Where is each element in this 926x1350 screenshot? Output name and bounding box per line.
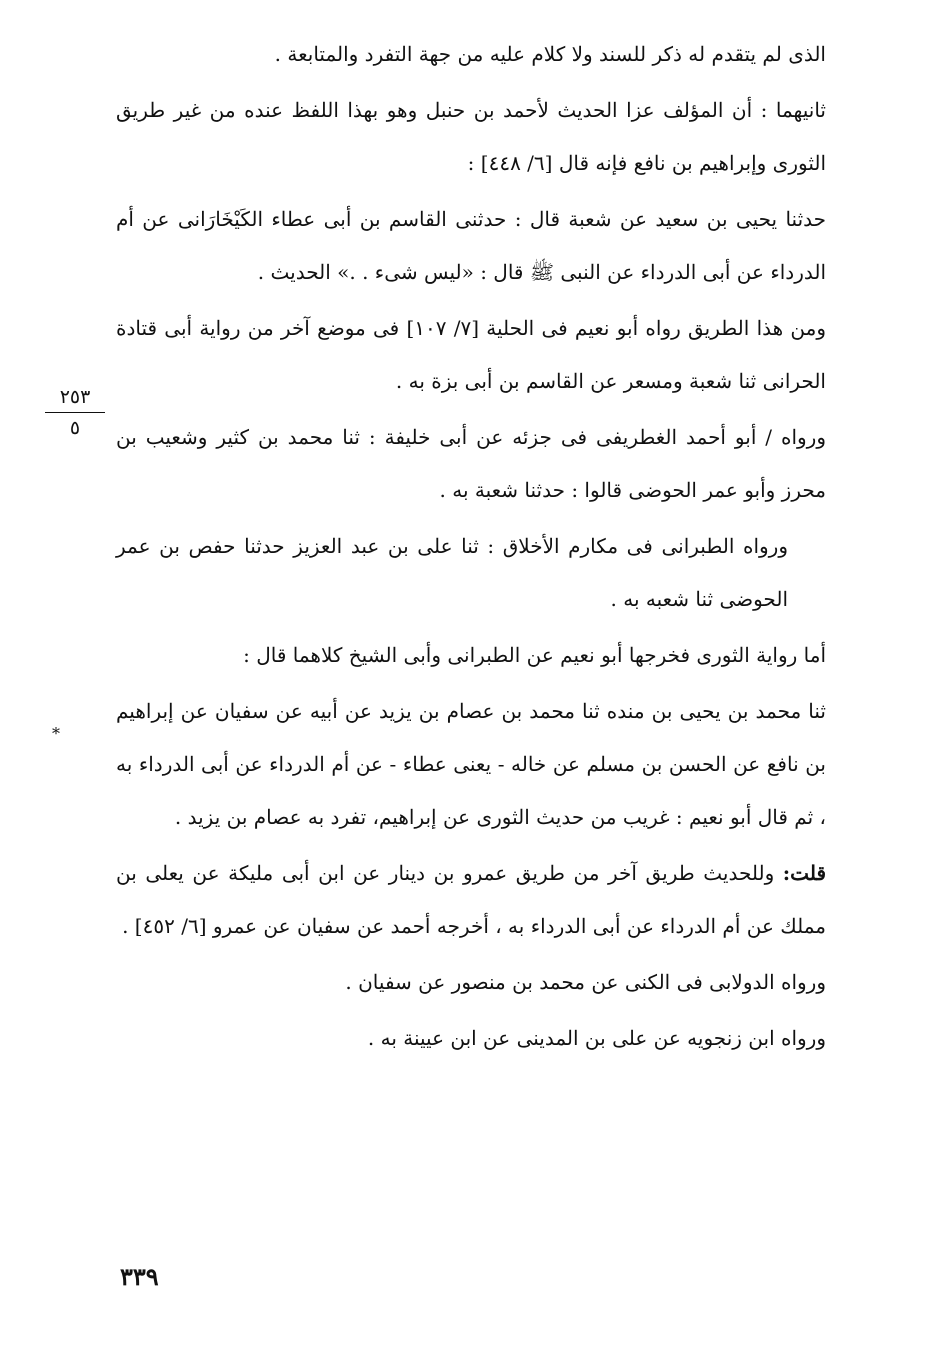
paragraph-9-text: وللحديث طريق آخر من طريق عمرو بن دينار عن ابن أبى مليكة عن يعلى بن مملك عن أم الدرداء عن أبى الدرداء به ، أخرجه أحمد عن سفيان عن عمرو [٦/ ٤٥٢] .: [116, 861, 826, 938]
page-number: ٣٣٩: [120, 1262, 159, 1291]
margin-reference: [40, 382, 110, 443]
paragraph-5: ورواه / أبو أحمد الغطريفى فى جزئه عن أبى خليفة : ثنا محمد بن كثير وشعيب بن محرز وأبو عمر الحوضى قالوا : حدثنا شعبة به .: [116, 425, 826, 502]
margin-reference-bottom: ٥: [69, 417, 81, 439]
qult-label: قلت:: [782, 861, 826, 885]
margin-reference-top: ٢٥٣: [59, 386, 91, 408]
paragraph-1: الذى لم يتقدم له ذكر للسند ولا كلام عليه من جهة التفرد والمتابعة .: [274, 42, 826, 66]
paragraph-4: ومن هذا الطريق رواه أبو نعيم فى الحلية [٧/ ١٠٧] فى موضع آخر من رواية أبى قتادة الحرانى ثنا شعبة ومسعر عن القاسم بن أبى بزة به .: [116, 316, 826, 393]
paragraph-6: ورواه الطبرانى فى مكارم الأخلاق : ثنا على بن عبد العزيز حدثنا حفص بن عمر الحوضى ثنا شعبه به .: [116, 534, 788, 611]
body-text: [116, 28, 826, 1068]
paragraph-8: ثنا محمد بن يحيى بن منده ثنا محمد بن عصام بن يزيد عن أبيه عن سفيان عن إبراهيم بن نافع عن الحسن بن مسلم عن خاله - يعنى عطاء - عن أم الدرداء عن أبى الدرداء به ، ثم قال أبو نعيم : غريب من حديث الثورى عن إبراهيم، تفرد به عصام بن يزيد .: [116, 699, 826, 829]
paragraph-3: حدثنا يحيى بن سعيد عن شعبة قال : حدثنى القاسم بن أبى عطاء الكَيْخَارَانى عن أم الدرداء عن أبى الدرداء عن النبى ﷺ قال : «ليس شىء . .» الحديث .: [116, 207, 826, 284]
margin-asterisk: *: [52, 724, 60, 743]
paragraph-7: أما رواية الثورى فخرجها أبو نعيم عن الطبرانى وأبى الشيخ كلاهما قال :: [243, 643, 826, 667]
paragraph-9: [116, 847, 826, 953]
paragraph-2: ثانيهما : أن المؤلف عزا الحديث لأحمد بن حنبل وهو بهذا اللفظ عنده من غير طريق الثورى وإبراهيم بن نافع فإنه قال [٦/ ٤٤٨] :: [116, 98, 826, 175]
paragraph-10: ورواه الدولابى فى الكنى عن محمد بن منصور عن سفيان .: [345, 970, 826, 994]
paragraph-11: ورواه ابن زنجويه عن على بن المدينى عن ابن عيينة به .: [367, 1026, 826, 1050]
